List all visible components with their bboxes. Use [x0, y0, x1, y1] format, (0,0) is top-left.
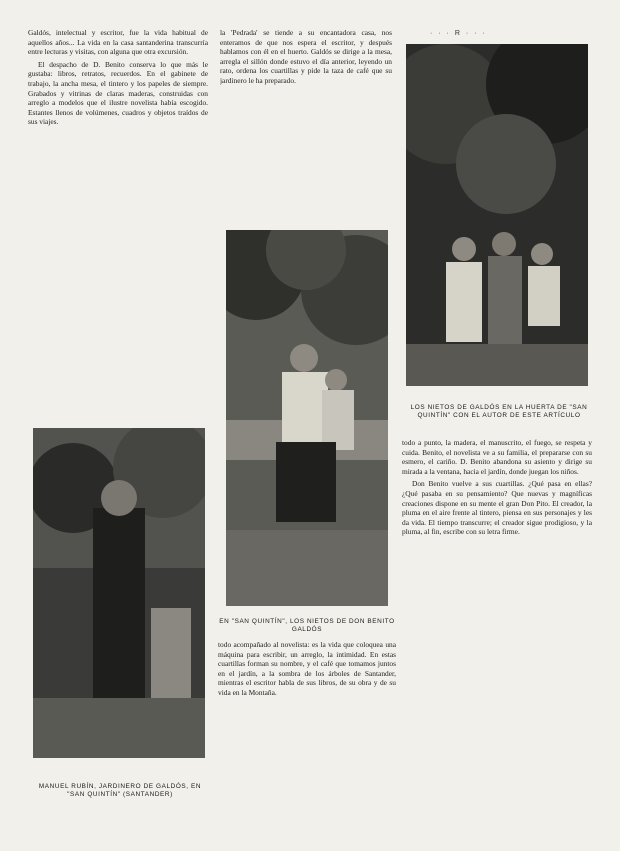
- caption-bottom-left: MANUEL RUBÍN, JARDINERO DE GALDÓS, EN "SAN QUINTÍN" (SANTANDER): [38, 783, 202, 799]
- caption-top-right: LOS NIETOS DE GALDÓS EN LA HUERTA DE "SAN QUINTÍN" CON EL AUTOR DE ESTE ARTÍCULO: [410, 404, 588, 420]
- paragraph: la 'Pedrada' se tiende a su encantadora casa, nos enteramos de que nos espera el escritor, y después hablamos con él en el huerto. Galdós se dirige a la mesa, arregla el sillón donde estuvo el día anterior, leyendo un rato, ordena los cuartillas y pide la taza de café que su jardinero le ha preparado.: [220, 28, 392, 85]
- paragraph: Don Benito vuelve a sus cuartillas. ¿Qué pasa en ellas? ¿Qué pasaba en su pensamiento? Que nuevas y magníficas creaciones dispone en su mente el gran Don Pito. El creador, la pluma en el aire frente al tintero, piensa en sus personajes y les da vida. El tiempo transcurre; el creador sigue prodigioso, y la pluma, al fin, escribe con su letra firme.: [402, 479, 592, 537]
- column-center-top-text: [220, 28, 392, 218]
- header-mark: · · · R · · ·: [430, 30, 487, 37]
- paragraph: Galdós, intelectual y escritor, fue la vida habitual de aquellos años... La vida en la casa santanderina transcurría entre lecturas y visitas, con alguna que otra excursión.: [28, 28, 208, 57]
- paragraph: todo acompañado al novelista: es la vida que coloquea una máquina para escribir, un arreglo, la intimidad. En estas cuartillas forman su nombre, y el café que tomamos juntos en el jardín, a la sombra de los árboles de Santander, mientras el escritor habla de sus libros, de su obra y de su vida en la Montaña.: [218, 640, 396, 697]
- photo-grandchildren-center: [226, 230, 388, 606]
- photo-grandchildren-garden: [406, 44, 588, 386]
- paragraph: El despacho de D. Benito conserva lo que más le gustaba: libros, retratos, recuerdos. En el gabinete de trabajo, la ancha mesa, el tintero y los papeles de siempre. Grabados y vitrinas de claras maderas, construidas con arreglo a modelos que el ilustre novelista había escogido. Estantes llenos de volúmenes, cuadros y objetos traídos de sus viajes.: [28, 59, 208, 127]
- paragraph: todo a punto, la madera, el manuscrito, el fuego, se respeta y cuida. Benito, el novelista ve a su familia, el prepararse con su esmero, el cariño. D. Benito abandona su asiento y dirige su mirada a la ventana, hacia el jardín, donde juegan los niños.: [402, 438, 592, 476]
- column-right-text: [402, 438, 592, 838]
- column-center-bottom-text: [218, 640, 396, 840]
- column-left-top-text: [28, 28, 208, 418]
- photo-gardener: [33, 428, 205, 758]
- caption-center: EN "SAN QUINTÍN", LOS NIETOS DE DON BENITO GALDÓS: [219, 618, 395, 634]
